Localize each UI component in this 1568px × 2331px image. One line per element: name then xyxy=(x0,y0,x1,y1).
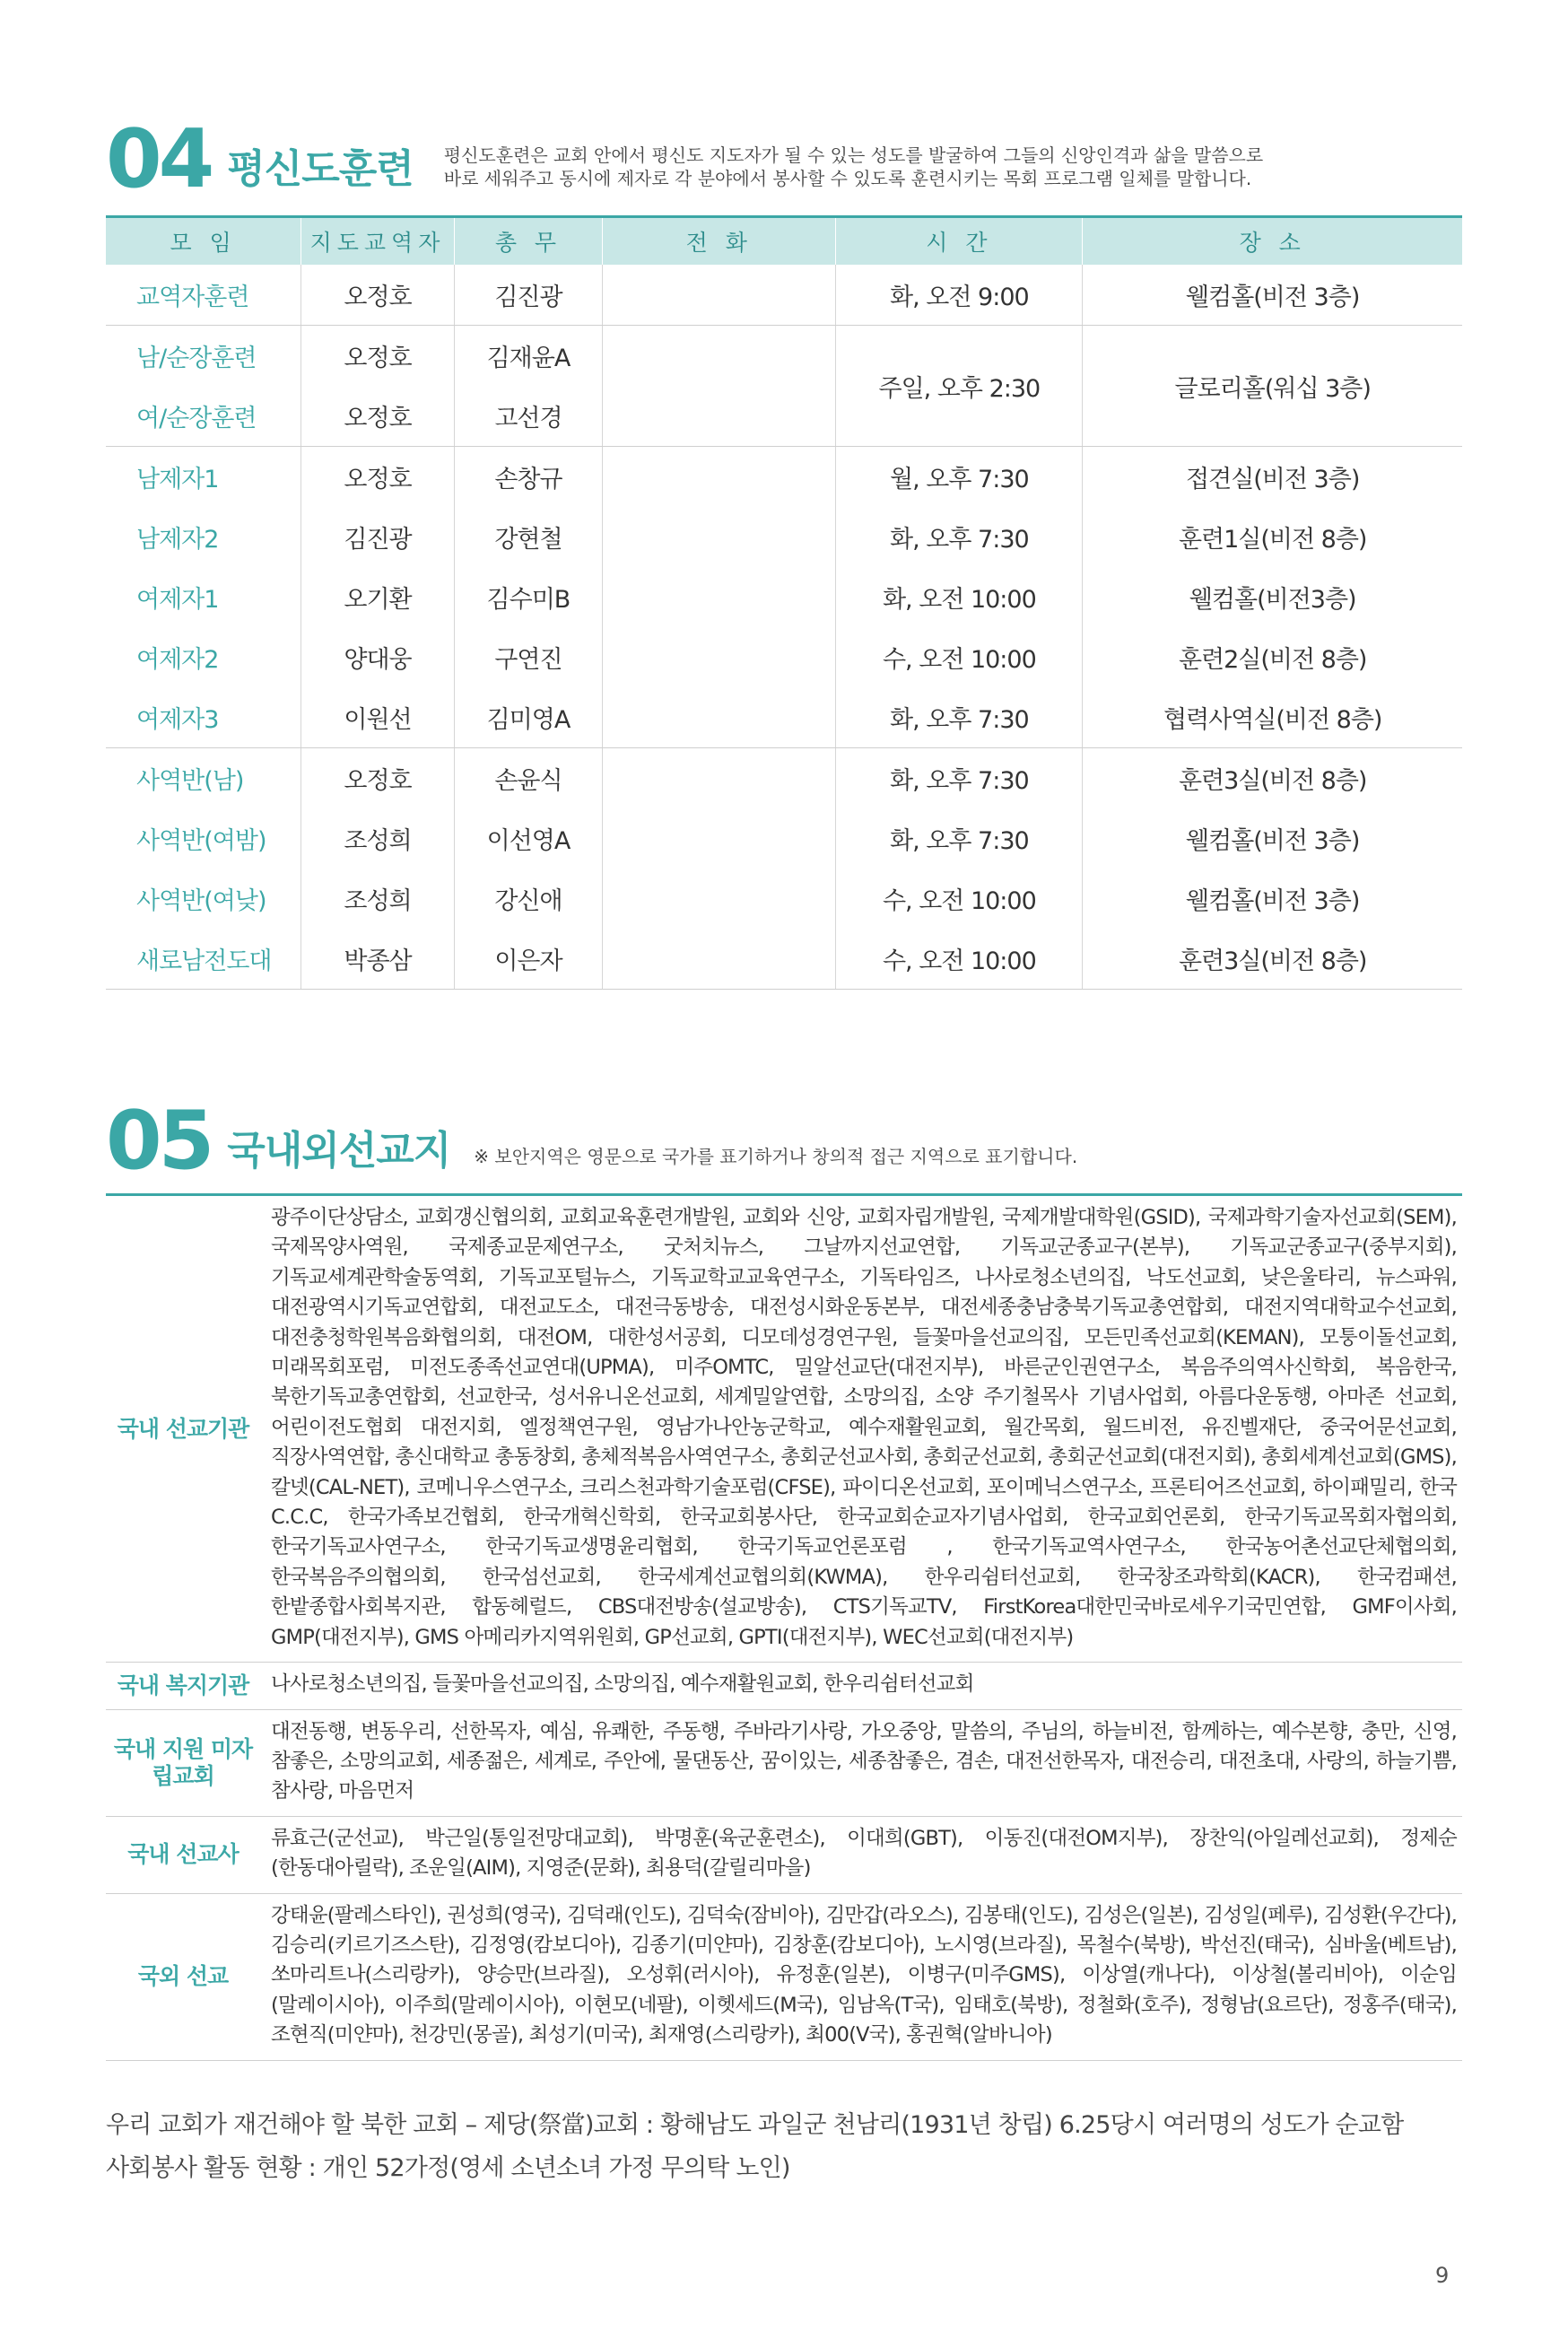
manager-name: 고선경 xyxy=(494,405,562,432)
leader-name: 김진광 xyxy=(344,526,412,554)
header-cell: 장 소 xyxy=(1239,230,1306,256)
meeting-name: 남제자2 xyxy=(136,526,219,554)
footer-north-korea-church: 우리 교회가 재건해야 할 북한 교회 – 제당(祭當)교회 : 황해남도 과일군 천남리(1931년 창립) 6.25당시 여러명의 성도가 순교함 xyxy=(106,2111,1404,2139)
footer-social-service: 사회봉사 활동 현황 : 개인 52가정(영세 소년소녀 가정 무의탁 노인) xyxy=(106,2154,790,2182)
meeting-time: 화, 오전 9:00 xyxy=(890,284,1029,311)
leader-name: 조성희 xyxy=(344,827,412,855)
meeting-time: 화, 오후 7:30 xyxy=(890,526,1029,554)
meeting-time: 화, 오후 7:30 xyxy=(890,827,1029,855)
manager-name: 강현철 xyxy=(494,526,562,554)
mission-row xyxy=(106,1894,1462,2061)
table-column xyxy=(836,326,1083,446)
mission-row xyxy=(106,1196,1462,1663)
meeting-name: 사역반(여밤) xyxy=(136,827,266,855)
leader-name: 박종삼 xyxy=(344,947,412,975)
meeting-name: 남제자1 xyxy=(136,466,219,493)
meeting-name: 여제자2 xyxy=(136,646,219,674)
meeting-place: 협력사역실(비전 8층) xyxy=(1163,706,1382,734)
table-column xyxy=(106,326,301,446)
table-group xyxy=(106,447,1462,748)
mission-row xyxy=(106,1710,1462,1817)
table-column xyxy=(836,748,1083,989)
table-column xyxy=(1083,326,1462,446)
section-05-header xyxy=(106,1094,1078,1188)
meeting-place: 훈련1실(비전 8층) xyxy=(1178,526,1367,554)
header-cell: 전 화 xyxy=(603,218,836,265)
row-label: 국내 지원 미자립교회 xyxy=(113,1735,253,1789)
table-column xyxy=(603,447,836,747)
meeting-time: 수, 오전 10:00 xyxy=(882,947,1036,975)
manager-name: 구연진 xyxy=(494,646,562,674)
meeting-name: 새로남전도대 xyxy=(136,947,272,975)
table-column xyxy=(455,265,603,325)
row-label: 국내 복지기관 xyxy=(117,1672,249,1698)
mission-table xyxy=(106,1193,1462,2061)
row-label: 국내 선교기관 xyxy=(117,1415,249,1442)
row-label: 국외 선교 xyxy=(137,1963,229,1990)
table-group xyxy=(106,265,1462,326)
section-number: 05 xyxy=(106,1094,212,1188)
leader-name: 오정호 xyxy=(344,405,412,432)
table-column xyxy=(836,447,1083,747)
meeting-name: 교역자훈련 xyxy=(136,284,249,311)
manager-name: 김재윤A xyxy=(486,345,571,372)
manager-name: 강신애 xyxy=(494,887,562,915)
leader-name: 오정호 xyxy=(344,767,412,795)
meeting-name: 여/순장훈련 xyxy=(136,405,257,432)
header-cell: 모 임 xyxy=(106,218,301,265)
meeting-name: 여제자3 xyxy=(136,706,219,734)
table-column xyxy=(301,748,454,989)
section-04-header xyxy=(106,112,1264,206)
section-description: 평신도훈련은 교회 안에서 평신도 지도자가 될 수 있는 성도를 발굴하여 그들의 신앙인격과 삶을 말씀으로 바로 세워주고 동시에 제자로 각 분야에서 봉사할 수 있도록 훈련시키는 목회 프로그램 일체를 말합니다. xyxy=(443,144,1264,189)
table-column xyxy=(106,748,301,989)
row-text: 강태윤(팔레스타인), 권성희(영국), 김덕래(인도), 김덕숙(잠비아), 김만갑(라오스), 김봉태(인도), 김성은(일본), 김성일(페루), 김성환(우간다), 김승리(키르기즈스탄), 김정영(캄보디아), 김종기(미얀마), 김창훈(캄보디아), 노시영(브라질), 목철수(북방), 박선진(태국), 심바울(베트남), 쏘마리트나(스리랑카), 양승만(브라질), 오성휘(러시아), 유정훈(일본), 이병구(미주GMS), 이상열(캐나다), 이상철(볼리비아), 이순임(말레이시아), 이주희(말레이시아), 이현모(네팔), 이헷세드(M국), 임남옥(T국), 임태호(북방), 정철화(호주), 정형남(요르단), 정홍주(태국), 조현직(미얀마), 천강민(몽골), 최성기(미국), 최재영(스리랑카), 최00(V국), 홍권혁(알바니아) xyxy=(271,1903,1457,2047)
section-title: 국내외선교지 xyxy=(227,1128,451,1174)
row-label: 국내 선교사 xyxy=(127,1841,239,1868)
meeting-place: 웰컴홀(비전 3층) xyxy=(1186,284,1360,311)
meeting-place: 훈련3실(비전 8층) xyxy=(1178,767,1367,795)
table-column xyxy=(603,748,836,989)
meeting-time: 주일, 오후 2:30 xyxy=(878,374,1041,403)
meeting-place: 웰컴홀(비전3층) xyxy=(1189,586,1356,614)
manager-name: 이은자 xyxy=(494,947,562,975)
header-cell: 지도교역자 xyxy=(301,218,454,265)
meeting-name: 남/순장훈련 xyxy=(136,345,257,372)
header-cell: 시 간 xyxy=(836,218,1083,265)
table-group xyxy=(106,326,1462,447)
page-number: 9 xyxy=(1435,2263,1450,2288)
section-note: ※ 보안지역은 영문으로 국가를 표기하거나 창의적 접근 지역으로 표기합니다. xyxy=(474,1146,1078,1167)
training-table xyxy=(106,215,1462,990)
row-text: 나사로청소년의집, 들꽃마을선교의집, 소망의집, 예수재활원교회, 한우리쉼터선교회 xyxy=(271,1672,974,1697)
table-column xyxy=(106,447,301,747)
row-text: 광주이단상담소, 교회갱신협의회, 교회교육훈련개발원, 교회와 신앙, 교회자립개발원, 국제개발대학원(GSID), 국제과학기술자선교회(SEM), 국제목양사역원, 국제종교문제연구소, 굿처치뉴스, 그날까지선교연합, 기독교군종교구(본부), 기독교군종교구(중부지회), 기독교세계관학술동역회, 기독교포털뉴스, 기독교학교교육연구소, 기독타임즈, 나사로청소년의집, 낙도선교회, 낮은울타리, 뉴스파워, 대전광역시기독교연합회, 대전교도소, 대전극동방송, 대전성시화운동본부, 대전세종충남충북기독교총연합회, 대전지역대학교수선교회, 대전충청학원복음화협의회, 대전OM, 대한성서공회, 디모데성경연구원, 들꽃마을선교의집, 모든민족선교회(KEMAN), 모퉁이돌선교회, 미래목회포럼, 미전도종족선교연대(UPMA), 미주OMTC, 밀알선교단(대전지부), 바른군인권연구소, 복음주의역사신학회, 복음한국, 북한기독교총연합회, 선교한국, 성서유니온선교회, 세계밀알연합, 소망의집, 소양 주기철목사 기념사업회, 아름다운동행, 아마존 선교회, 어린이전도협회 대전지회, 엘정책연구원, 영남가나안농군학교, 예수재활원교회, 월간목회, 월드비전, 유진벨재단, 중국어문선교회, 직장사역연합, 총신대학교 총동창회, 총체적복음사역연구소, 총회군선교사회, 총회군선교회, 총회군선교회(대전지회), 총회세계선교회(GMS), 칼넷(CAL-NET), 코메니우스연구소, 크리스천과학기술포럼(CFSE), 파이디온선교회, 포이메닉스연구소, 프론티어즈선교회, 하이패밀리, 한국 C.C.C, 한국가족보건협회, 한국개혁신학회, 한국교회봉사단, 한국교회순교자기념사업회, 한국교회언론회, 한국기독교목회자협의회, 한국기독교사연구소, 한국기독교생명윤리협회, 한국기독교언론포럼 , 한국기독교역사연구소, 한국농어촌선교단체협의회, 한국복음주의협의회, 한국섬선교회, 한국세계선교협의회(KWMA), 한우리쉼터선교회, 한국창조과학회(KACR), 한국컴패션, 한밭종합사회복지관, 합동헤럴드, CBS대전방송(설교방송), CTS기독교TV, FirstKorea대한민국바로세우기국민연합, GMF이사회, GMP(대전지부), GMS 아메리카지역위원회, GP선교회, GPTI(대전지부), WEC선교회(대전지부) xyxy=(271,1206,1457,1649)
meeting-time: 수, 오전 10:00 xyxy=(882,646,1036,674)
table-column xyxy=(301,326,454,446)
manager-name: 손창규 xyxy=(494,466,562,493)
leader-name: 오기환 xyxy=(344,586,412,614)
leader-name: 양대웅 xyxy=(344,646,412,674)
leader-name: 조성희 xyxy=(344,887,412,915)
table-header xyxy=(106,215,1462,265)
manager-name: 김수미B xyxy=(486,586,571,614)
manager-name: 손윤식 xyxy=(494,767,562,795)
table-column xyxy=(455,748,603,989)
table-column xyxy=(106,265,301,325)
meeting-time: 화, 오후 7:30 xyxy=(890,767,1029,795)
leader-name: 이원선 xyxy=(344,706,412,734)
meeting-place: 훈련2실(비전 8층) xyxy=(1178,646,1367,674)
table-column xyxy=(1083,447,1462,747)
meeting-place: 접견실(비전 3층) xyxy=(1186,466,1360,493)
header-cell: 총 무 xyxy=(455,218,603,265)
meeting-name: 사역반(여낮) xyxy=(136,887,266,915)
table-column xyxy=(301,447,454,747)
table-column xyxy=(455,447,603,747)
meeting-time: 월, 오후 7:30 xyxy=(890,466,1029,493)
meeting-place: 글로리홀(워십 3층) xyxy=(1174,374,1371,403)
meeting-name: 여제자1 xyxy=(136,586,219,614)
leader-name: 오정호 xyxy=(344,345,412,372)
meeting-place: 웰컴홀(비전 3층) xyxy=(1186,887,1360,915)
meeting-time: 화, 오후 7:30 xyxy=(890,706,1029,734)
leader-name: 오정호 xyxy=(344,466,412,493)
table-group xyxy=(106,748,1462,990)
section-number: 04 xyxy=(106,112,212,206)
table-body xyxy=(106,265,1462,990)
table-column xyxy=(603,326,836,446)
manager-name: 김진광 xyxy=(494,284,562,311)
section-title: 평신도훈련 xyxy=(227,146,414,192)
table-column xyxy=(455,326,603,446)
row-text: 대전동행, 변동우리, 선한목자, 예심, 유쾌한, 주동행, 주바라기사랑, 가오중앙, 말씀의, 주님의, 하늘비전, 함께하는, 예수본향, 충만, 신영, 참좋은, 소망의교회, 세종젊은, 세계로, 주안에, 물댄동산, 꿈이있는, 세종참좋은, 겸손, 대전선한목자, 대전승리, 대전초대, 사랑의, 하늘기쁨, 참사랑, 마음먼저 xyxy=(271,1719,1457,1803)
row-text: 류효근(군선교), 박근일(통일전망대교회), 박명훈(육군훈련소), 이대희(GBT), 이동진(대전OM지부), 장찬익(아일레선교회), 정제순(한동대아릴락), 조운일(AIM), 지영준(문화), 최용덕(갈릴리마을) xyxy=(271,1826,1457,1881)
manager-name: 김미영A xyxy=(486,706,571,734)
meeting-name: 사역반(남) xyxy=(136,767,244,795)
leader-name: 오정호 xyxy=(344,284,412,311)
mission-row xyxy=(106,1663,1462,1709)
mission-row xyxy=(106,1817,1462,1894)
table-column xyxy=(603,265,836,325)
table-column xyxy=(836,265,1083,325)
meeting-place: 웰컴홀(비전 3층) xyxy=(1186,827,1360,855)
table-column xyxy=(301,265,454,325)
meeting-time: 수, 오전 10:00 xyxy=(882,887,1036,915)
meeting-place: 훈련3실(비전 8층) xyxy=(1178,947,1367,975)
meeting-time: 화, 오전 10:00 xyxy=(882,586,1036,614)
table-column xyxy=(1083,748,1462,989)
manager-name: 이선영A xyxy=(486,827,571,855)
table-column xyxy=(1083,265,1462,325)
